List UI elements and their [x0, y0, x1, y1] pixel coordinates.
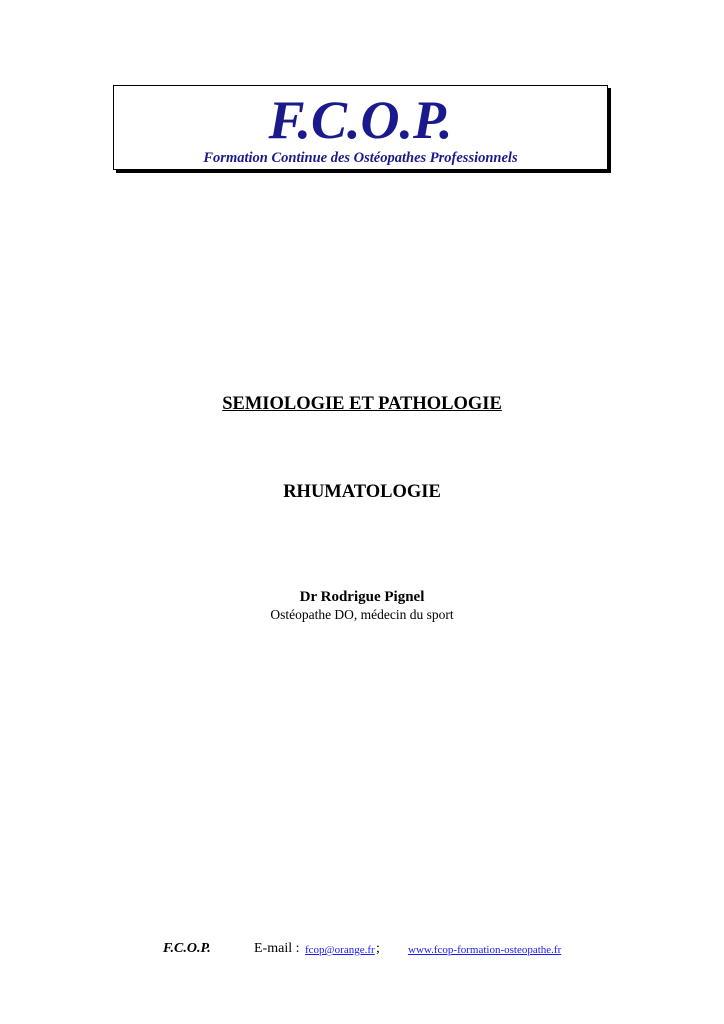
document-main-title: SEMIOLOGIE ET PATHOLOGIE — [222, 394, 502, 414]
footer — [0, 940, 724, 960]
footer-separator: ; — [376, 941, 380, 956]
footer-website-link[interactable]: www.fcop-formation-osteopathe.fr — [408, 944, 562, 956]
header-title: F.C.O.P. — [268, 90, 453, 150]
footer-email-label: E-mail : — [254, 941, 300, 956]
header-box — [113, 85, 608, 170]
author-role: Ostéopathe DO, médecin du sport — [270, 607, 454, 622]
header-subtitle: Formation Continue des Ostéopathes Professionnels — [203, 150, 518, 166]
document-sub-title: RHUMATOLOGIE — [283, 482, 441, 502]
author-name: Dr Rodrigue Pignel — [299, 589, 425, 605]
footer-email-link[interactable]: fcop@orange.fr — [305, 944, 375, 956]
footer-org: F.C.O.P. — [163, 941, 211, 956]
